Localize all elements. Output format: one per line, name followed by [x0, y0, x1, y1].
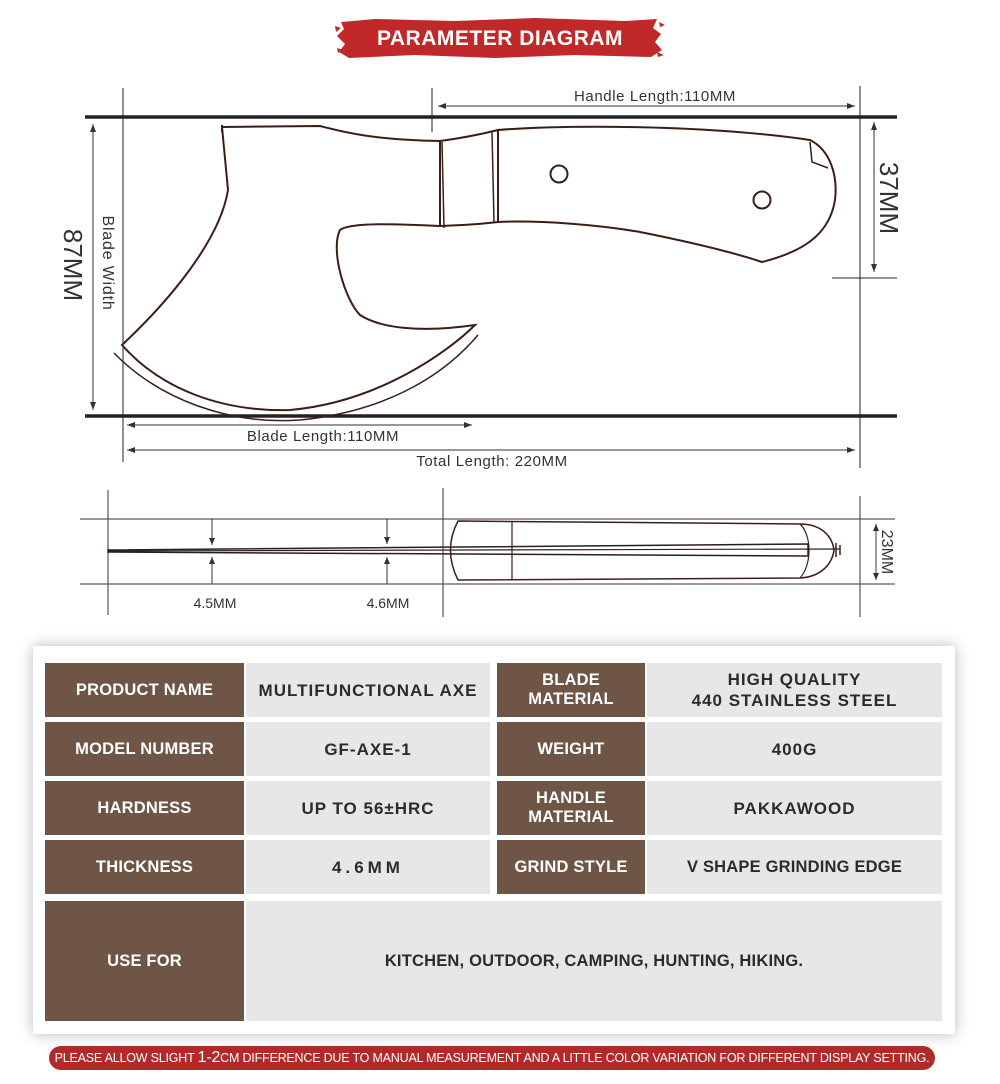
total-length-label: Total Length: 220MM — [416, 453, 568, 470]
dimension-arrows — [90, 103, 877, 453]
product-name-value: MULTIFUNCTIONAL AXE — [246, 663, 490, 717]
handle-material-label: HANDLE MATERIAL — [497, 781, 645, 835]
page-title: PARAMETER DIAGRAM — [376, 27, 624, 50]
grind-style-label: GRIND STYLE — [497, 840, 645, 894]
handle-length-label: Handle Length:110MM — [573, 88, 737, 105]
blade-material-label: BLADE MATERIAL — [497, 663, 645, 717]
product-name-label: PRODUCT NAME — [45, 663, 244, 717]
hardness-value: UP TO 56±HRC — [246, 781, 490, 835]
hardness-label: HARDNESS — [45, 781, 244, 835]
thickness-label-1: 4.5MM — [193, 595, 237, 611]
blade-material-line-2: 440 STAINLESS STEEL — [691, 691, 898, 710]
frame-lines — [85, 86, 897, 468]
blade-material-value — [647, 663, 942, 717]
thickness-label: THICKNESS — [45, 840, 244, 894]
thickness-value: 4.6MM — [246, 840, 490, 894]
disclaimer-note — [49, 1046, 935, 1070]
model-number-label: MODEL NUMBER — [45, 722, 244, 776]
handle-material-value: PAKKAWOOD — [647, 781, 942, 835]
model-number-value: GF-AXE-1 — [246, 722, 490, 776]
weight-label: WEIGHT — [497, 722, 645, 776]
top-view-arrowheads — [209, 524, 879, 580]
handle-thickness-label: 23MM — [878, 529, 895, 575]
blade-material-line-1: HIGH QUALITY — [727, 670, 862, 689]
use-for-label: USE FOR — [45, 901, 244, 1021]
weight-value: 400G — [647, 722, 942, 776]
blade-width-label: Blade Width — [99, 215, 116, 311]
grind-style-value: V SHAPE GRINDING EDGE — [647, 840, 942, 894]
blade-length-label: Blade Length:110MM — [246, 428, 400, 445]
thickness-label-2: 4.6MM — [366, 595, 410, 611]
use-for-value: KITCHEN, OUTDOOR, CAMPING, HUNTING, HIKING. — [246, 901, 942, 1021]
spec-table — [33, 646, 955, 1034]
note-range: 1-2 — [197, 1049, 221, 1066]
blade-width-value-label: 87MM — [58, 228, 88, 302]
handle-height-label: 37MM — [874, 161, 904, 235]
note-prefix: PLEASE ALLOW SLIGHT — [54, 1051, 198, 1065]
axe-side-view — [114, 125, 836, 421]
note-suffix: CM DIFFERENCE DUE TO MANUAL MEASUREMENT AND A LITTLE COLOR VARIATION FOR DIFFERENT DISPLAY SETTING. — [220, 1051, 930, 1065]
